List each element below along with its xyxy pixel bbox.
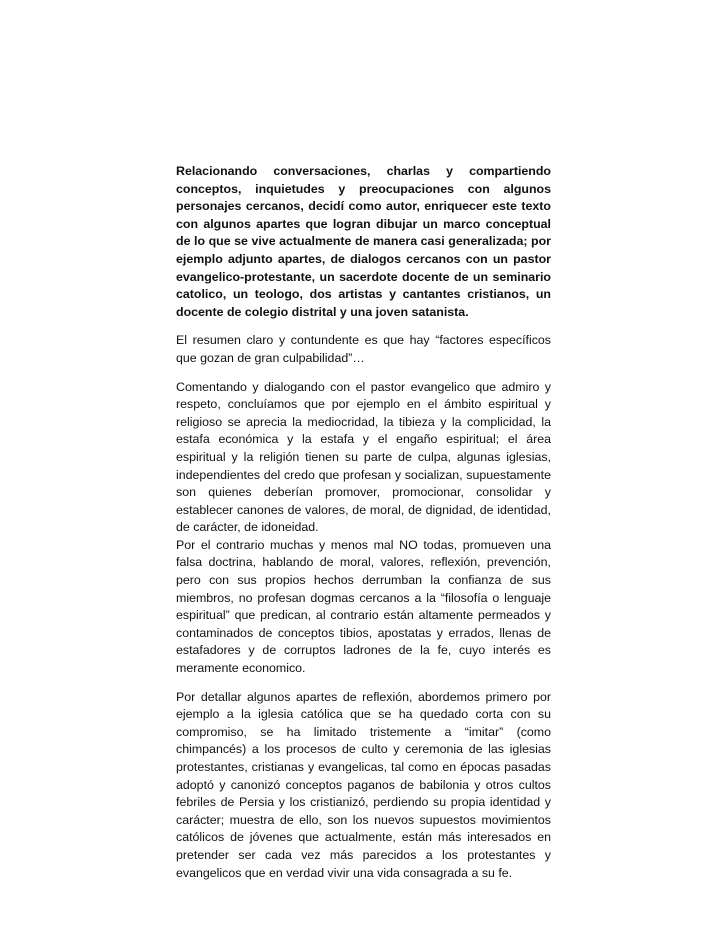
summary-paragraph: El resumen claro y contundente es que hay “factores específicos que gozan de gran culpabilidad”… <box>176 333 551 365</box>
contrary-paragraph: Por el contrario muchas y menos mal NO todas, promueven una falsa doctrina, hablando de moral, valores, reflexión, prevención, pero con sus propios hechos derrumban la confianza de sus miembros, no profesan dogmas cercanos a la “filosofía o lenguaje espiritual” que predican, al contrario están altamente permeados y contaminados de conceptos tibios, apostatas y errados, llenas de estafadores y de corruptos ladrones de la fe, cuyo interés es meramente economico. <box>176 537 551 676</box>
reflection-paragraph: Por detallar algunos apartes de reflexión, abordemos primero por ejemplo a la iglesia católica que se ha quedado corta con su compromiso, se ha limitado tristemente a “imitar” (como chimpancés) a los procesos de culto y ceremonia de las iglesias protestantes, cristianas y evangelicas, tal como en épocas pasadas adoptó y canonizó conceptos paganos de babilonia y otros cultos febriles de Persia y los cristianizó, perdiendo su propia identidad y carácter; muestra de ello, son los nuevos supuestos movimientos católicos de jóvenes que actualmente, están más interesados en pretender ser cada vez más parecidos a los protestantes y evangelicos que en verdad vivir una vida consagrada a su fe. <box>176 689 551 880</box>
dialogue-paragraph: Comentando y dialogando con el pastor evangelico que admiro y respeto, concluíamos que por ejemplo en el ámbito espiritual y religioso se aprecia la mediocridad, la tibieza y la complicidad, la estafa económica y la estafa y el engaño espiritual; el área espiritual y la religión tienen su parte de culpa, algunas iglesias, independientes del credo que profesan y socializan, supuestamente son quienes deberían promover, promocionar, consolidar y establecer canones de valores, de moral, de dignidad, de identidad, de carácter, de idoneidad. <box>176 379 551 535</box>
intro-paragraph: Relacionando conversaciones, charlas y compartiendo conceptos, inquietudes y preocupaciones con algunos personajes cercanos, decidí como autor, enriquecer este texto con algunos apartes que logran dibujar un marco conceptual de lo que se vive actualmente de manera casi generalizada; por ejemplo adjunto apartes, de dialogos cercanos con un pastor evangelico-protestante, un sacerdote docente de un seminario catolico, un teologo, dos artistas y cantantes cristianos, un docente de colegio distrital y una joven satanista. <box>176 164 551 319</box>
document-body <box>176 163 551 882</box>
